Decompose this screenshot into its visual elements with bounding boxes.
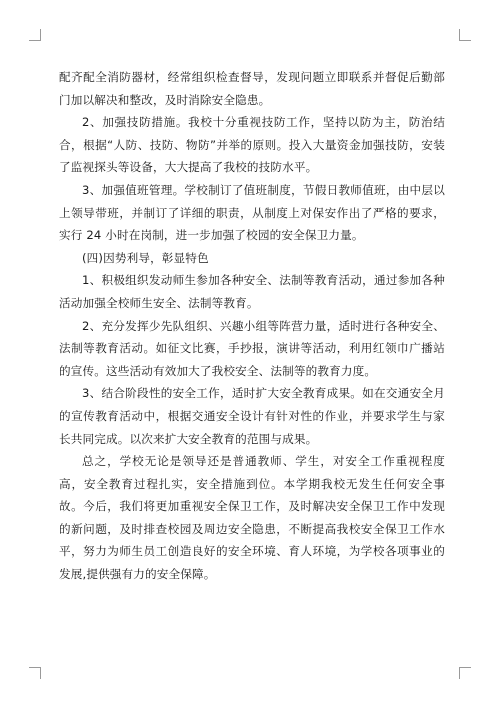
crop-mark-top-right — [459, 29, 471, 41]
paragraph-young-pioneers: 2、充分发挥少先队组织、兴趣小组等阵营力量，适时进行各种安全、法制等教育活动。如征文比赛，手抄报，演讲等活动，利用红领巾广播站的宣传。这些活动有效加大了我校安全、法制等的教育力度。 — [59, 318, 445, 378]
crop-mark-bottom-right — [459, 667, 471, 679]
crop-mark-bottom-left — [29, 667, 41, 679]
crop-mark-top-left — [29, 29, 41, 41]
paragraph-summary: 总之，学校无论是领导还是普通教师、学生，对安全工作重视程度高，安全教育过程扎实，安全措施到位。本学期我校无发生任何安全事故。今后，我们将更加重视安全保卫工作，及时解决安全保卫工作中发现的新问题，及时排查校园及周边安全隐患，不断提高我校安全保卫工作水平，努力为师生员工创造良好的安全环境、育人环境，为学校各项事业的发展,提供强有力的安全保障。 — [59, 454, 445, 582]
section-heading: (四)因势利导，彰显特色 — [82, 250, 209, 265]
paragraph-duty-management: 3、加强值班管理。学校制订了值班制度，节假日教师值班，由中层以上领导带班，并制订了详细的职责，从制度上对保安作出了严格的要求，实行 24 小时在岗制，进一步加强了校园的安全保卫力量。 — [59, 182, 445, 243]
paragraph-tech-defense: 2、加强技防措施。我校十分重视技防工作，坚持以防为主，防治结合，根据“人防、技防、物防”并举的原则。投入大量资金加强技防，安装了监视探头等设备，大大提高了我校的技防水平。 — [59, 115, 445, 175]
paragraph-phase-work: 3、结合阶段性的安全工作，适时扩大安全教育成果。如在交通安全月的宣传教育活动中，根据交通安全设计有针对性的作业，并要求学生与家长共同完成。以次来扩大安全教育的范围与成果。 — [59, 386, 445, 446]
paragraph-activities: 1、积极组织发动师生参加各种安全、法制等教育活动，通过参加各种活动加强全校师生安全、法制等教育。 — [59, 273, 445, 310]
paragraph-continued: 配齐配全消防器材，经常组织检查督导，发现问题立即联系并督促后勤部门加以解决和整改，及时消除安全隐患。 — [59, 70, 445, 107]
document-body — [59, 66, 445, 586]
